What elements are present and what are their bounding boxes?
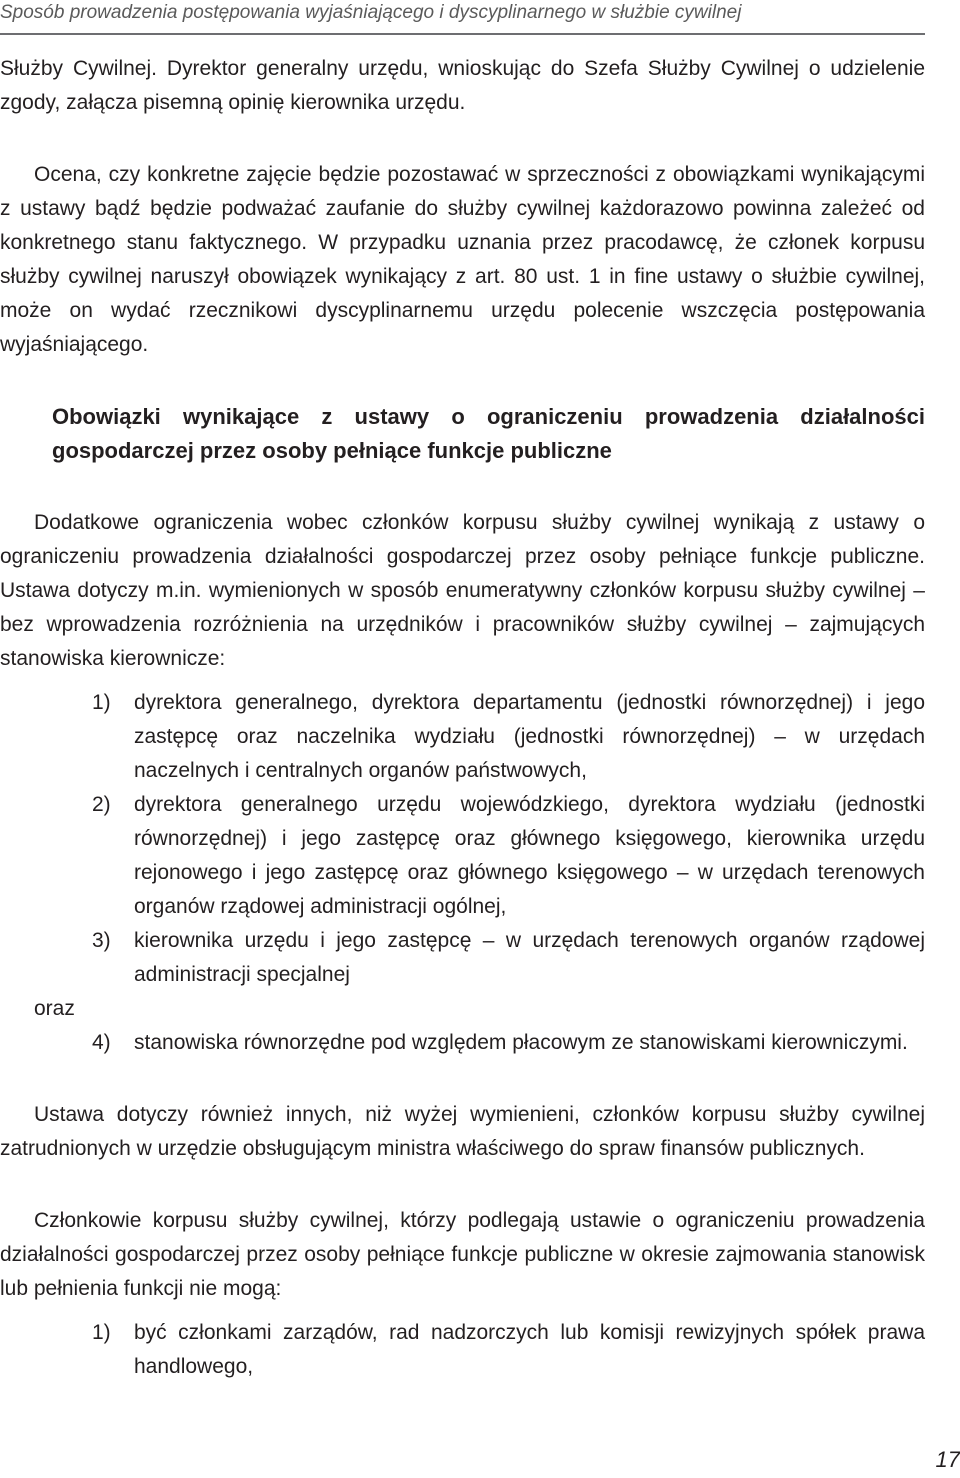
list-item-text: stanowiska równorzędne pod względem płacowym ze stanowiskami kierowniczymi. [134,1031,908,1054]
list-connector: oraz [34,997,75,1020]
prohibitions-list [0,1316,925,1384]
list-item [0,788,925,924]
list-item-text: dyrektora generalnego urzędu wojewódzkiego, dyrektora wydziału (jednostki równorzędnej) i jego zastępcę oraz głównego księgowego, kierownika urzędu rejonowego i jego zastępcę oraz głównego księgowego – w urzędach terenowych organów rządowej administracji ogólnej, [134,793,925,918]
running-header: Sposób prowadzenia postępowania wyjaśniającego i dyscyplinarnego w służbie cywilnej [0,0,925,35]
list-item-number: 1) [92,691,111,714]
section-heading: Obowiązki wynikające z ustawy o ograniczeniu prowadzenia działalności gospodarczej przez osoby pełniące funkcje publiczne [52,404,925,463]
list-item-text: dyrektora generalnego, dyrektora departamentu (jednostki równorzędnej) i jego zastępcę oraz naczelnika wydziału (jednostki równorzędnej) – w urzędach naczelnych i centralnych organów państwowych, [134,691,925,782]
positions-list [0,686,925,992]
list-item [0,1026,925,1060]
paragraph-members-restrictions: Członkowie korpusu służby cywilnej, którzy podlegają ustawie o ograniczeniu prowadzenia działalności gospodarczej przez osoby pełniące funkcje publiczne w okresie zajmowania stanowisk lub pełnienia funkcji nie mogą: [0,1209,925,1300]
list-item-number: 2) [92,793,111,816]
paragraph-assessment: Ocena, czy konkretne zajęcie będzie pozostawać w sprzeczności z obowiązkami wynikającymi z ustawy bądź będzie podważać zaufanie do służby cywilnej każdorazowo powinna zależeć od konkretnego stanu faktycznego. W przypadku uznania przez pracodawcę, że członek korpusu służby cywilnej naruszył obowiązek wynikający z art. 80 ust. 1 in fine ustawy o służbie cywilnej, może on wydać rzecznikowi dyscyplinarnemu urzędu polecenie wszczęcia postępowania wyjaśniającego. [0,163,925,356]
paragraph-continuation: Służby Cywilnej. Dyrektor generalny urzędu, wnioskując do Szefa Służby Cywilnej o udzielenie zgody, załącza pisemną opinię kierownika urzędu. [0,57,925,114]
paragraph-additional-restrictions: Dodatkowe ograniczenia wobec członków korpusu służby cywilnej wynikają z ustawy o ograniczeniu prowadzenia działalności gospodarczej przez osoby pełniące funkcje publiczne. Ustawa dotyczy m.in. wymienionych w sposób enumeratywny członków korpusu służby cywilnej – bez wprowadzenia rozróżnienia na urzędników i pracowników służby cywilnej – zajmujących stanowiska kierownicze: [0,511,925,670]
list-item [0,1316,925,1384]
list-item-text: kierownika urzędu i jego zastępcę – w urzędach terenowych organów rządowej administracji specjalnej [134,929,925,986]
page-content [0,52,925,1384]
positions-list-continued [0,1026,925,1060]
paragraph-also-applies: Ustawa dotyczy również innych, niż wyżej wymienieni, członków korpusu służby cywilnej zatrudnionych w urzędzie obsługującym ministra właściwego do spraw finansów publicznych. [0,1103,925,1160]
list-item-number: 4) [92,1031,111,1054]
page-number: 17 [935,1447,960,1472]
list-item [0,924,925,992]
list-item-number: 1) [92,1321,111,1344]
list-item-number: 3) [92,929,111,952]
list-item [0,686,925,788]
list-item-text: być członkami zarządów, rad nadzorczych lub komisji rewizyjnych spółek prawa handlowego, [134,1321,925,1378]
